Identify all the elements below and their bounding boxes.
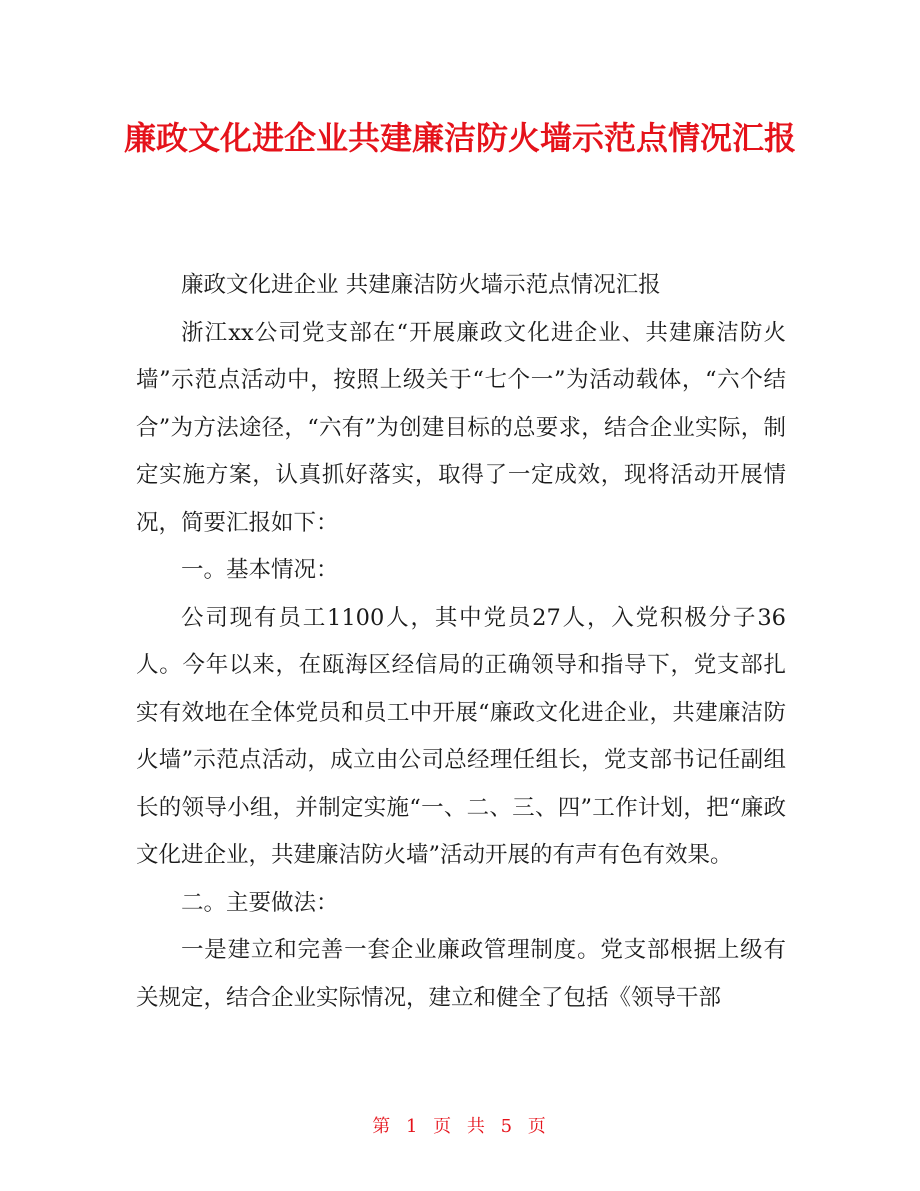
document-body (136, 262, 786, 1022)
paragraph-intro: 浙江xx公司党支部在“开展廉政文化进企业、共建廉洁防火墙”示范点活动中，按照上级关于“七个一”为活动载体，“六个结合”为方法途径，“六有”为创建目标的总要求，结合企业实际，制定实施方案，认真抓好落实，取得了一定成效，现将活动开展情况，简要汇报如下： (136, 319, 786, 536)
section-heading-basic: 一。基本情况： (181, 557, 339, 583)
paragraph-heading: 廉政文化进企业 共建廉洁防火墙示范点情况汇报 (181, 272, 661, 298)
page-footer: 第 1 页 共 5 页 (372, 1116, 548, 1137)
section-heading-methods: 二。主要做法： (181, 889, 339, 916)
document-title: 廉政文化进企业共建廉洁防火墙示范点情况汇报 (123, 119, 796, 157)
paragraph-method-one: 一是建立和完善一套企业廉政管理制度。党支部根据上级有关规定，结合企业实际情况，建立和健全了包括《领导干部 (136, 937, 786, 1011)
paragraph-basic-situation: 公司现有员工1100人，其中党员27人，入党积极分子36人。今年以来，在瓯海区经信局的正确领导和指导下，党支部扎实有效地在全体党员和员工中开展“廉政文化进企业，共建廉洁防火墙”示范点活动，成立由公司总经理任组长，党支部书记任副组长的领导小组，并制定实施“一、二、三、四”工作计划，把“廉政文化进企业，共建廉洁防火墙”活动开展的有声有色有效果。 (136, 604, 786, 868)
